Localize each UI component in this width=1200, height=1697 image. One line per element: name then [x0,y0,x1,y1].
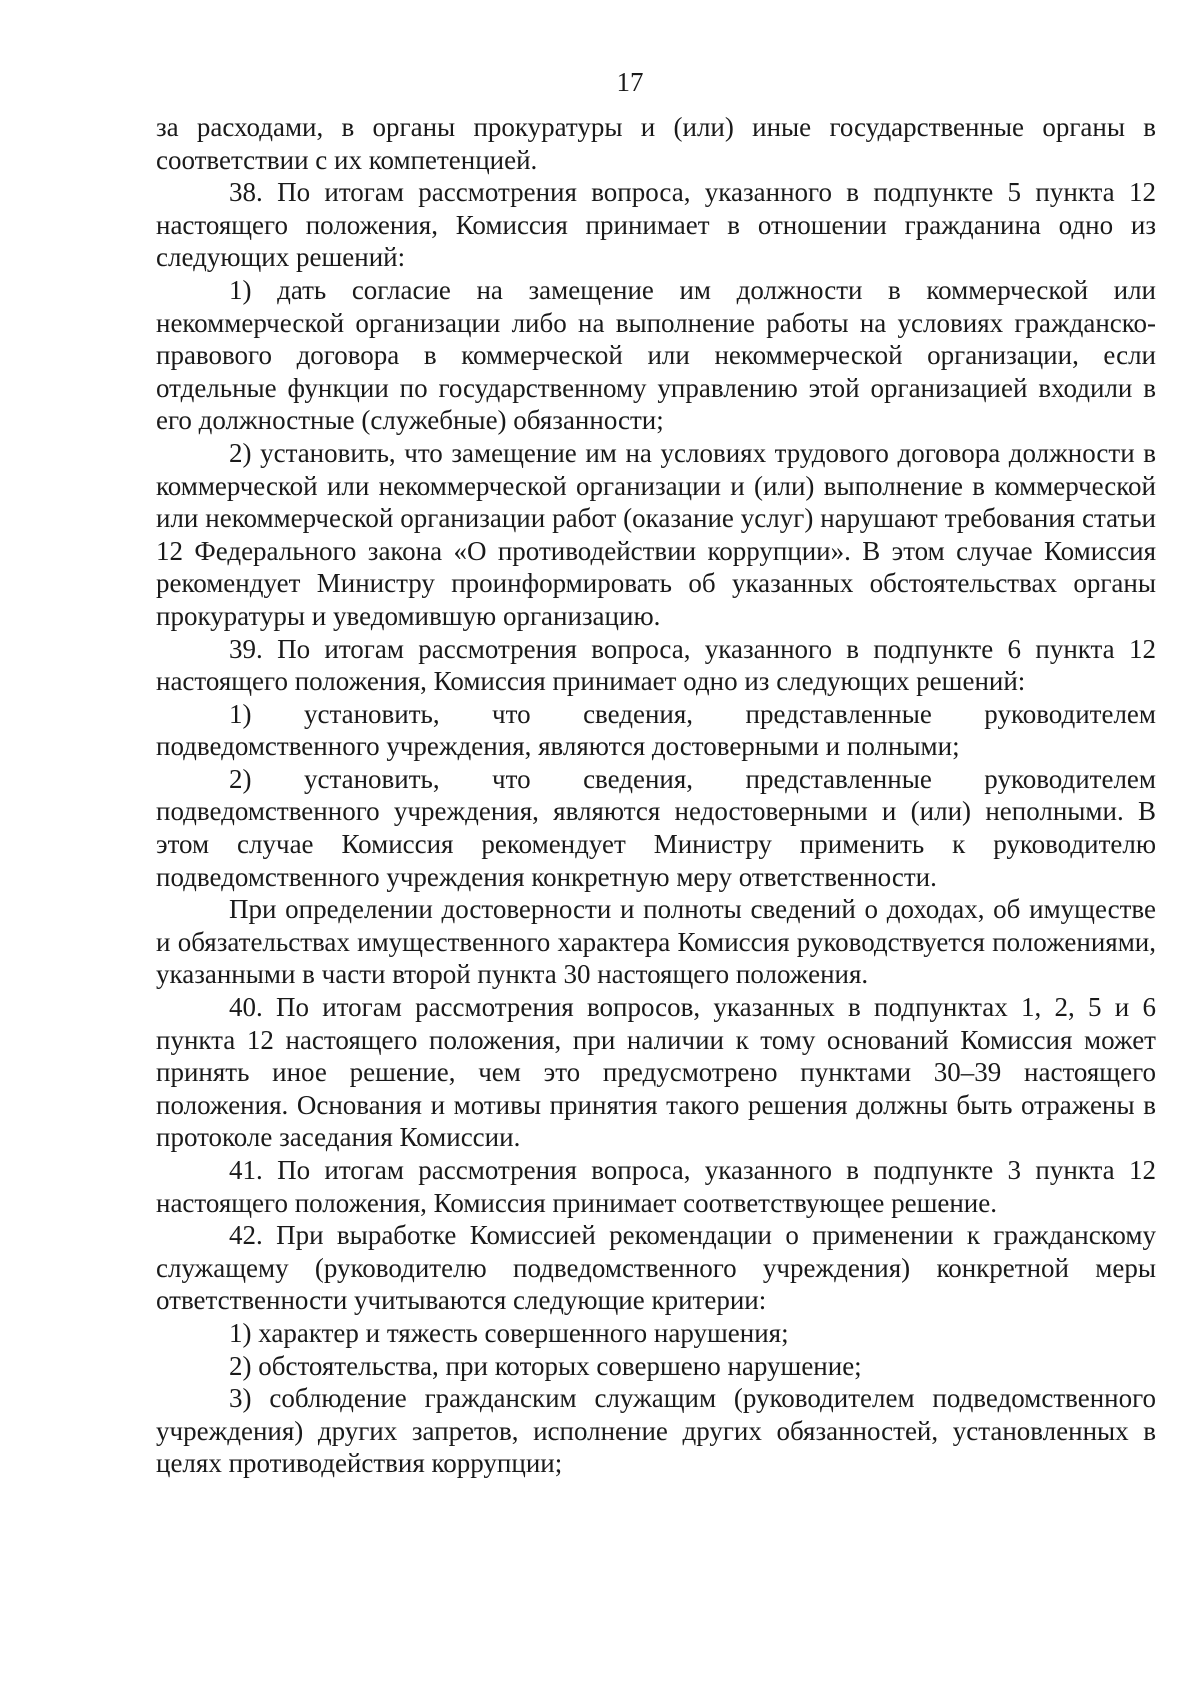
paragraph-item-41: 41. По итогам рассмотрения вопроса, указанного в подпункте 3 пункта 12 настоящего положения, Комиссия принимает соответствующее решение. [156,1155,1156,1218]
paragraph-item-42-2: 2) обстоятельства, при которых совершено нарушение; [229,1350,862,1381]
paragraph-item-42: 42. При выработке Комиссией рекомендации о применении к гражданскому служащему (руководителю подведомственного учреждения) конкретной меры ответственности учитываются следующие критерии: [156,1220,1156,1316]
document-body [156,111,1156,1480]
paragraph-item-38: 38. По итогам рассмотрения вопроса, указанного в подпункте 5 пункта 12 настоящего положения, Комиссия принимает в отношении гражданина одно из следующих решений: [156,177,1156,273]
paragraph-item-40: 40. По итогам рассмотрения вопросов, указанных в подпунктах 1, 2, 5 и 6 пункта 12 настоящего положения, при наличии к тому оснований Комиссия может принять иное решение, чем это предусмотрено пунктами 30–39 настоящего положения. Основания и мотивы принятия такого решения должны быть отражены в протоколе заседания Комиссии. [156,992,1156,1153]
paragraph-item-38-2: 2) установить, что замещение им на условиях трудового договора должности в коммерческой или некоммерческой организации и (или) выполнение в коммерческой или некоммерческой организации работ (оказание услуг) нарушают требования статьи 12 Федерального закона «О противодействии коррупции». В этом случае Комиссия рекомендует Министру проинформировать об указанных обстоятельствах органы прокуратуры и уведомившую организацию. [156,437,1156,631]
paragraph-item-39-1: 1) установить, что сведения, представленные руководителем подведомственного учреждения, являются достоверными и полными; [156,698,1156,762]
paragraph-item-42-1: 1) характер и тяжесть совершенного нарушения; [229,1317,789,1348]
paragraph-item-39-2: 2) установить, что сведения, представленные руководителем подведомственного учреждения, являются недостоверными и (или) неполными. В этом случае Комиссия рекомендует Министру применить к руководителю подведомственного учреждения конкретную меру ответственности. [156,763,1156,892]
paragraph-item-38-1: 1) дать согласие на замещение им должности в коммерческой или некоммерческой организации либо на выполнение работы на условиях гражданско-правового договора в коммерческой или некоммерческой организации, если отдельные функции по государственному управлению этой организацией входили в его должностные (служебные) обязанности; [156,274,1156,436]
paragraph-continuation: за расходами, в органы прокуратуры и (или) иные государственные органы в соответствии с их компетенцией. [156,112,1156,175]
paragraph-item-42-3: 3) соблюдение гражданским служащим (руководителем подведомственного учреждения) других запретов, исполнение других обязанностей, установленных в целях противодействия коррупции; [156,1383,1156,1479]
paragraph-item-39: 39. По итогам рассмотрения вопроса, указанного в подпункте 6 пункта 12 настоящего положения, Комиссия принимает одно из следующих решений: [156,633,1156,697]
paragraph-item-39-note: При определении достоверности и полноты сведений о доходах, об имуществе и обязательствах имущественного характера Комиссия руководствуется положениями, указанными в части второй пункта 30 настоящего положения. [156,894,1156,990]
page-number: 17 [616,67,644,97]
